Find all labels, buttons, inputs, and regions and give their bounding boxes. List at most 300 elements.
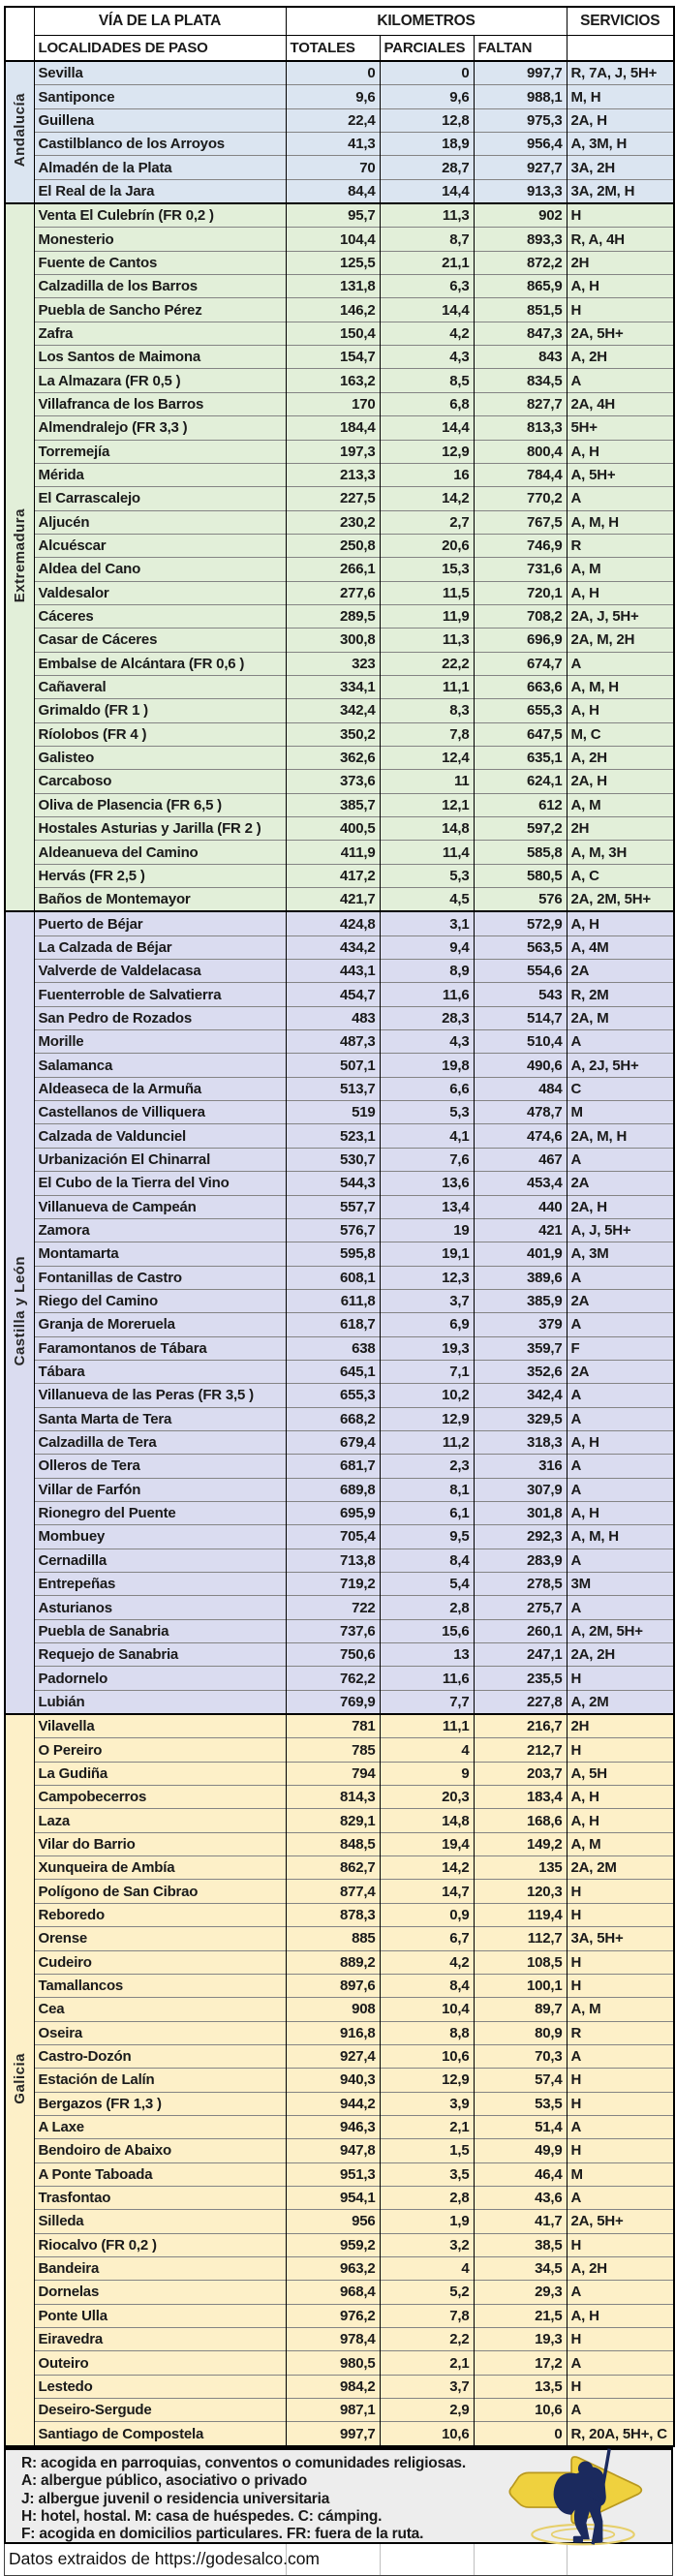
- totales-cell: 163,2: [286, 369, 380, 392]
- faltan-cell: 307,9: [474, 1478, 567, 1501]
- totales-cell: 997,7: [286, 2422, 380, 2446]
- servicios-cell: A: [567, 2351, 674, 2375]
- locality-cell: Outeiro: [34, 2351, 286, 2375]
- parciales-cell: 14,4: [380, 416, 474, 440]
- parciales-cell: 7,8: [380, 722, 474, 746]
- totales-cell: 487,3: [286, 1030, 380, 1054]
- totales-cell: 411,9: [286, 841, 380, 864]
- locality-cell: Salamanca: [34, 1054, 286, 1077]
- locality-cell: Laza: [34, 1809, 286, 1832]
- locality-cell: La Calzada de Béjar: [34, 935, 286, 959]
- parciales-cell: 28,7: [380, 156, 474, 179]
- parciales-cell: 8,7: [380, 228, 474, 251]
- table-row: [5, 534, 674, 557]
- locality-cell: Aljucén: [34, 510, 286, 534]
- parciales-cell: 7,8: [380, 2304, 474, 2327]
- totales-cell: 927,4: [286, 2044, 380, 2068]
- totales-cell: 645,1: [286, 1360, 380, 1383]
- servicios-cell: A: [567, 2281, 674, 2304]
- faltan-cell: 696,9: [474, 629, 567, 652]
- faltan-cell: 746,9: [474, 534, 567, 557]
- table-row: [5, 1643, 674, 1667]
- localidades-header: LOCALIDADES DE PASO: [34, 36, 286, 62]
- locality-cell: Villafranca de los Barros: [34, 392, 286, 415]
- parciales-cell: 2,2: [380, 2328, 474, 2351]
- locality-cell: Aldea del Cano: [34, 558, 286, 581]
- table-row: [5, 1880, 674, 1903]
- table-row: [5, 369, 674, 392]
- locality-cell: Embalse de Alcántara (FR 0,6 ): [34, 652, 286, 675]
- parciales-cell: 12,3: [380, 1266, 474, 1289]
- parciales-cell: 10,6: [380, 2422, 474, 2446]
- legend-line-r: R: acogida en parroquias, conventos o comunidades religiosas.: [21, 2454, 466, 2471]
- servicios-cell: M, H: [567, 85, 674, 108]
- faltan-cell: 275,7: [474, 1596, 567, 1619]
- table-row: [5, 1856, 674, 1880]
- legend-line-a: A: albergue público, asociativo o privado: [21, 2472, 307, 2490]
- faltan-cell: 41,7: [474, 2210, 567, 2233]
- servicios-cell: H: [567, 1738, 674, 1762]
- servicios-cell: M: [567, 1101, 674, 1124]
- servicios-cell: H: [567, 2233, 674, 2256]
- source-row: [4, 2544, 673, 2576]
- parciales-cell: 20,6: [380, 534, 474, 557]
- locality-cell: Cudeiro: [34, 1950, 286, 1974]
- table-row: [5, 1172, 674, 1195]
- parciales-cell: 4: [380, 1738, 474, 1762]
- table-row: [5, 275, 674, 298]
- servicios-cell: A, 2H: [567, 346, 674, 369]
- parciales-cell: 2,1: [380, 2115, 474, 2138]
- locality-cell: Oseira: [34, 2021, 286, 2044]
- faltan-cell: 10,6: [474, 2399, 567, 2422]
- locality-cell: Estación de Lalín: [34, 2069, 286, 2092]
- locality-cell: Tábara: [34, 1360, 286, 1383]
- servicios-cell: A: [567, 2186, 674, 2209]
- servicios-cell: 2A, 4H: [567, 392, 674, 415]
- region-label-3: [5, 911, 34, 1714]
- faltan-cell: 108,5: [474, 1950, 567, 1974]
- locality-cell: Tamallancos: [34, 1974, 286, 1997]
- table-row: [5, 1667, 674, 1690]
- servicios-cell: A, C: [567, 864, 674, 887]
- servicios-cell: A: [567, 1478, 674, 1501]
- totales-cell: 655,3: [286, 1384, 380, 1407]
- faltan-cell: 731,6: [474, 558, 567, 581]
- totales-cell: 146,2: [286, 298, 380, 322]
- locality-cell: Reboredo: [34, 1903, 286, 1926]
- servicios-cell: H: [567, 1667, 674, 1690]
- faltan-cell: 580,5: [474, 864, 567, 887]
- totales-cell: 289,5: [286, 604, 380, 628]
- table-row: [5, 1903, 674, 1926]
- servicios-cell: A, H: [567, 911, 674, 935]
- parciales-cell: 6,7: [380, 1927, 474, 1950]
- table-row: [5, 1101, 674, 1124]
- table-row: [5, 2186, 674, 2209]
- totales-cell: 131,8: [286, 275, 380, 298]
- table-row: [5, 440, 674, 463]
- servicios-cell: H: [567, 1950, 674, 1974]
- totales-cell: 944,2: [286, 2092, 380, 2115]
- parciales-cell: 3,7: [380, 2375, 474, 2398]
- parciales-cell: 11,6: [380, 1667, 474, 1690]
- table-row: [5, 2304, 674, 2327]
- totales-cell: 227,5: [286, 487, 380, 510]
- locality-cell: El Cubo de la Tierra del Vino: [34, 1172, 286, 1195]
- table-row: [5, 251, 674, 274]
- faltan-cell: 70,3: [474, 2044, 567, 2068]
- table-row: [5, 1006, 674, 1029]
- table-row: [5, 1927, 674, 1950]
- locality-cell: Venta El Culebrín (FR 0,2 ): [34, 203, 286, 228]
- table-row: [5, 1950, 674, 1974]
- parciales-cell: 3,9: [380, 2092, 474, 2115]
- table-row: [5, 1313, 674, 1336]
- table-row: [5, 793, 674, 816]
- parciales-cell: 2,9: [380, 2399, 474, 2422]
- table-row: [5, 935, 674, 959]
- servicios-cell: A, H: [567, 2304, 674, 2327]
- locality-cell: San Pedro de Rozados: [34, 1006, 286, 1029]
- faltan-cell: 784,4: [474, 463, 567, 486]
- locality-cell: Casar de Cáceres: [34, 629, 286, 652]
- servicios-cell: A: [567, 1407, 674, 1430]
- faltan-cell: 708,2: [474, 604, 567, 628]
- servicios-cell: H: [567, 1903, 674, 1926]
- parciales-cell: 10,6: [380, 2044, 474, 2068]
- table-row: [5, 2422, 674, 2446]
- servicios-cell: H: [567, 203, 674, 228]
- source-cell-blank: [381, 2544, 475, 2575]
- table-row: [5, 652, 674, 675]
- locality-cell: Villanueva de las Peras (FR 3,5 ): [34, 1384, 286, 1407]
- servicios-cell: 2A, H: [567, 1195, 674, 1218]
- faltan-cell: 57,4: [474, 2069, 567, 2092]
- table-row: [5, 2162, 674, 2186]
- totales-cell: 705,4: [286, 1525, 380, 1549]
- table-row: [5, 722, 674, 746]
- faltan-cell: 474,6: [474, 1124, 567, 1148]
- totales-cell: 719,2: [286, 1573, 380, 1596]
- parciales-cell: 11,3: [380, 203, 474, 228]
- servicios-cell: R, A, 4H: [567, 228, 674, 251]
- locality-cell: Orense: [34, 1927, 286, 1950]
- kilometros-header: KILOMETROS: [286, 7, 567, 36]
- totales-cell: 785: [286, 1738, 380, 1762]
- locality-cell: Almendralejo (FR 3,3 ): [34, 416, 286, 440]
- servicios-cell: 3A, 2M, H: [567, 179, 674, 203]
- locality-cell: Castro-Dozón: [34, 2044, 286, 2068]
- locality-cell: Polígono de San Cibrao: [34, 1880, 286, 1903]
- parciales-cell: 5,4: [380, 1573, 474, 1596]
- totales-cell: 814,3: [286, 1786, 380, 1809]
- table-row: [5, 1218, 674, 1242]
- faltan-cell: 17,2: [474, 2351, 567, 2375]
- table-row: [5, 133, 674, 156]
- totales-cell: 84,4: [286, 179, 380, 203]
- parciales-cell: 0: [380, 61, 474, 85]
- table-row: [5, 1077, 674, 1100]
- parciales-cell: 11,1: [380, 675, 474, 698]
- locality-cell: Mérida: [34, 463, 286, 486]
- servicios-cell: 5H+: [567, 416, 674, 440]
- parciales-cell: 11,3: [380, 629, 474, 652]
- faltan-cell: 767,5: [474, 510, 567, 534]
- pilgrim-arrow-logo-icon: [501, 2447, 665, 2546]
- parciales-cell: 7,6: [380, 1148, 474, 1171]
- parciales-cell: 12,9: [380, 2069, 474, 2092]
- faltan-cell: 19,3: [474, 2328, 567, 2351]
- legend-line-j: J: albergue juvenil o residencia universitaria: [21, 2490, 330, 2507]
- servicios-cell: A, 2J, 5H+: [567, 1054, 674, 1077]
- table-row: [5, 510, 674, 534]
- locality-cell: Morille: [34, 1030, 286, 1054]
- table-row: [5, 1501, 674, 1524]
- faltan-cell: 100,1: [474, 1974, 567, 1997]
- parciales-cell: 11,6: [380, 983, 474, 1006]
- totales-cell: 722: [286, 1596, 380, 1619]
- table-row: [5, 463, 674, 486]
- faltan-cell: 635,1: [474, 746, 567, 769]
- totales-cell: 507,1: [286, 1054, 380, 1077]
- locality-cell: Oliva de Plasencia (FR 6,5 ): [34, 793, 286, 816]
- table-row: [5, 675, 674, 698]
- faltan-cell: 453,4: [474, 1172, 567, 1195]
- locality-cell: Silleda: [34, 2210, 286, 2233]
- totales-cell: 576,7: [286, 1218, 380, 1242]
- faltan-cell: 379: [474, 1313, 567, 1336]
- servicios-cell: R: [567, 534, 674, 557]
- parciales-cell: 12,4: [380, 746, 474, 769]
- servicios-cell: A, H: [567, 1809, 674, 1832]
- parciales-cell: 0,9: [380, 1903, 474, 1926]
- totales-cell: 197,3: [286, 440, 380, 463]
- totales-cell: 984,2: [286, 2375, 380, 2398]
- totales-cell: 897,6: [286, 1974, 380, 1997]
- locality-cell: Zafra: [34, 322, 286, 345]
- faltan-cell: 21,5: [474, 2304, 567, 2327]
- table-row: [5, 558, 674, 581]
- table-row: [5, 416, 674, 440]
- servicios-cell: 3A, 5H+: [567, 1927, 674, 1950]
- totales-cell: 250,8: [286, 534, 380, 557]
- faltan-cell: 597,2: [474, 817, 567, 841]
- locality-cell: Santa Marta de Tera: [34, 1407, 286, 1430]
- totales-cell: 885: [286, 1927, 380, 1950]
- parciales-cell: 7,1: [380, 1360, 474, 1383]
- region-label-text: Extremadura: [11, 508, 28, 603]
- table-row: [5, 156, 674, 179]
- locality-cell: Eiravedra: [34, 2328, 286, 2351]
- table-row: [5, 629, 674, 652]
- servicios-cell: M: [567, 2162, 674, 2186]
- locality-cell: Calzada de Valdunciel: [34, 1124, 286, 1148]
- locality-cell: Lestedo: [34, 2375, 286, 2398]
- route-table-body: [5, 61, 674, 2446]
- parciales-cell: 2,8: [380, 2186, 474, 2209]
- parciales-cell: 8,1: [380, 1478, 474, 1501]
- faltan-cell: 38,5: [474, 2233, 567, 2256]
- servicios-cell: A: [567, 1266, 674, 1289]
- locality-cell: El Carrascalejo: [34, 487, 286, 510]
- servicios-cell: 2H: [567, 251, 674, 274]
- locality-cell: Castellanos de Villiquera: [34, 1101, 286, 1124]
- servicios-cell: A: [567, 2115, 674, 2138]
- faltan-cell: 800,4: [474, 440, 567, 463]
- faltan-header: FALTAN: [474, 36, 567, 62]
- faltan-cell: 401,9: [474, 1242, 567, 1266]
- locality-cell: Villar de Farfón: [34, 1478, 286, 1501]
- locality-cell: Requejo de Sanabria: [34, 1643, 286, 1667]
- servicios-cell: A, J, 5H+: [567, 1218, 674, 1242]
- locality-cell: Galisteo: [34, 746, 286, 769]
- parciales-cell: 19,8: [380, 1054, 474, 1077]
- faltan-cell: 278,5: [474, 1573, 567, 1596]
- servicios-cell: R, 7A, J, 5H+: [567, 61, 674, 85]
- parciales-cell: 3,1: [380, 911, 474, 935]
- faltan-cell: 112,7: [474, 1927, 567, 1950]
- servicios-cell: A, H: [567, 440, 674, 463]
- faltan-cell: 467: [474, 1148, 567, 1171]
- parciales-cell: 11: [380, 770, 474, 793]
- locality-cell: Fontanillas de Castro: [34, 1266, 286, 1289]
- totales-cell: 385,7: [286, 793, 380, 816]
- faltan-cell: 51,4: [474, 2115, 567, 2138]
- faltan-cell: 342,4: [474, 1384, 567, 1407]
- servicios-cell: A, 3M: [567, 1242, 674, 1266]
- servicios-cell: R: [567, 2021, 674, 2044]
- servicios-cell: A: [567, 487, 674, 510]
- totales-cell: 968,4: [286, 2281, 380, 2304]
- totales-cell: 954,1: [286, 2186, 380, 2209]
- faltan-cell: 478,7: [474, 1101, 567, 1124]
- parciales-cell: 9,6: [380, 85, 474, 108]
- locality-cell: Fuenterroble de Salvatierra: [34, 983, 286, 1006]
- table-row: [5, 864, 674, 887]
- totales-cell: 848,5: [286, 1832, 380, 1855]
- faltan-cell: 554,6: [474, 960, 567, 983]
- totales-cell: 334,1: [286, 675, 380, 698]
- faltan-cell: 647,5: [474, 722, 567, 746]
- locality-cell: Rionegro del Puente: [34, 1501, 286, 1524]
- table-row: [5, 1619, 674, 1642]
- servicios-cell: 2A, M: [567, 1006, 674, 1029]
- locality-cell: Almadén de la Plata: [34, 156, 286, 179]
- faltan-cell: 988,1: [474, 85, 567, 108]
- servicios-cell: 2A, 2M: [567, 1856, 674, 1880]
- table-row: [5, 1124, 674, 1148]
- parciales-cell: 7,7: [380, 1690, 474, 1714]
- faltan-cell: 827,7: [474, 392, 567, 415]
- totales-cell: 947,8: [286, 2139, 380, 2162]
- faltan-cell: 440: [474, 1195, 567, 1218]
- locality-cell: Carcaboso: [34, 770, 286, 793]
- servicios-cell: 2A, J, 5H+: [567, 604, 674, 628]
- servicios-header-blank: [567, 36, 674, 62]
- totales-cell: 557,7: [286, 1195, 380, 1218]
- totales-cell: 976,2: [286, 2304, 380, 2327]
- totales-cell: 70: [286, 156, 380, 179]
- table-row: [5, 746, 674, 769]
- servicios-cell: A, M, H: [567, 510, 674, 534]
- parciales-cell: 3,5: [380, 2162, 474, 2186]
- faltan-cell: 235,5: [474, 1667, 567, 1690]
- faltan-cell: 316: [474, 1455, 567, 1478]
- parciales-cell: 9,5: [380, 1525, 474, 1549]
- totales-cell: 95,7: [286, 203, 380, 228]
- faltan-cell: 216,7: [474, 1714, 567, 1738]
- parciales-cell: 4: [380, 2256, 474, 2280]
- totales-cell: 41,3: [286, 133, 380, 156]
- servicios-cell: 2A: [567, 960, 674, 983]
- totales-cell: 213,3: [286, 463, 380, 486]
- table-row: [5, 1974, 674, 1997]
- totales-cell: 170: [286, 392, 380, 415]
- table-row: [5, 1455, 674, 1478]
- totales-cell: 695,9: [286, 1501, 380, 1524]
- faltan-cell: 301,8: [474, 1501, 567, 1524]
- servicios-cell: A, 4M: [567, 935, 674, 959]
- faltan-cell: 612: [474, 793, 567, 816]
- servicios-cell: 2A, 2M, 5H+: [567, 888, 674, 912]
- locality-cell: Aldeanueva del Camino: [34, 841, 286, 864]
- faltan-cell: 893,3: [474, 228, 567, 251]
- parciales-cell: 14,7: [380, 1880, 474, 1903]
- faltan-cell: 283,9: [474, 1549, 567, 1572]
- servicios-cell: A, 2H: [567, 2256, 674, 2280]
- parciales-cell: 19,4: [380, 1832, 474, 1855]
- table-row: [5, 179, 674, 203]
- parciales-cell: 8,8: [380, 2021, 474, 2044]
- parciales-cell: 28,3: [380, 1006, 474, 1029]
- servicios-cell: A, H: [567, 1786, 674, 1809]
- table-row: [5, 770, 674, 793]
- locality-cell: Bendoiro de Abaixo: [34, 2139, 286, 2162]
- locality-cell: Padornelo: [34, 1667, 286, 1690]
- faltan-cell: 834,5: [474, 369, 567, 392]
- totales-cell: 230,2: [286, 510, 380, 534]
- parciales-cell: 12,9: [380, 440, 474, 463]
- totales-cell: 794: [286, 1762, 380, 1785]
- parciales-cell: 19,1: [380, 1242, 474, 1266]
- faltan-cell: 203,7: [474, 1762, 567, 1785]
- faltan-cell: 183,4: [474, 1786, 567, 1809]
- totales-header: TOTALES: [286, 36, 380, 62]
- parciales-cell: 6,1: [380, 1501, 474, 1524]
- parciales-cell: 14,2: [380, 487, 474, 510]
- locality-cell: Dornelas: [34, 2281, 286, 2304]
- table-row: [5, 983, 674, 1006]
- faltan-cell: 484: [474, 1077, 567, 1100]
- table-row: [5, 2115, 674, 2138]
- locality-cell: Cáceres: [34, 604, 286, 628]
- table-row: [5, 817, 674, 841]
- faltan-cell: 80,9: [474, 2021, 567, 2044]
- totales-cell: 769,9: [286, 1690, 380, 1714]
- source-cell-blank: [287, 2544, 381, 2575]
- locality-cell: Alcuéscar: [34, 534, 286, 557]
- faltan-cell: 927,7: [474, 156, 567, 179]
- totales-cell: 424,8: [286, 911, 380, 935]
- faltan-cell: 389,6: [474, 1266, 567, 1289]
- totales-cell: 513,7: [286, 1077, 380, 1100]
- totales-cell: 862,7: [286, 1856, 380, 1880]
- parciales-cell: 11,2: [380, 1430, 474, 1454]
- parciales-cell: 6,3: [380, 275, 474, 298]
- servicios-cell: A, M: [567, 1832, 674, 1855]
- servicios-cell: H: [567, 1974, 674, 1997]
